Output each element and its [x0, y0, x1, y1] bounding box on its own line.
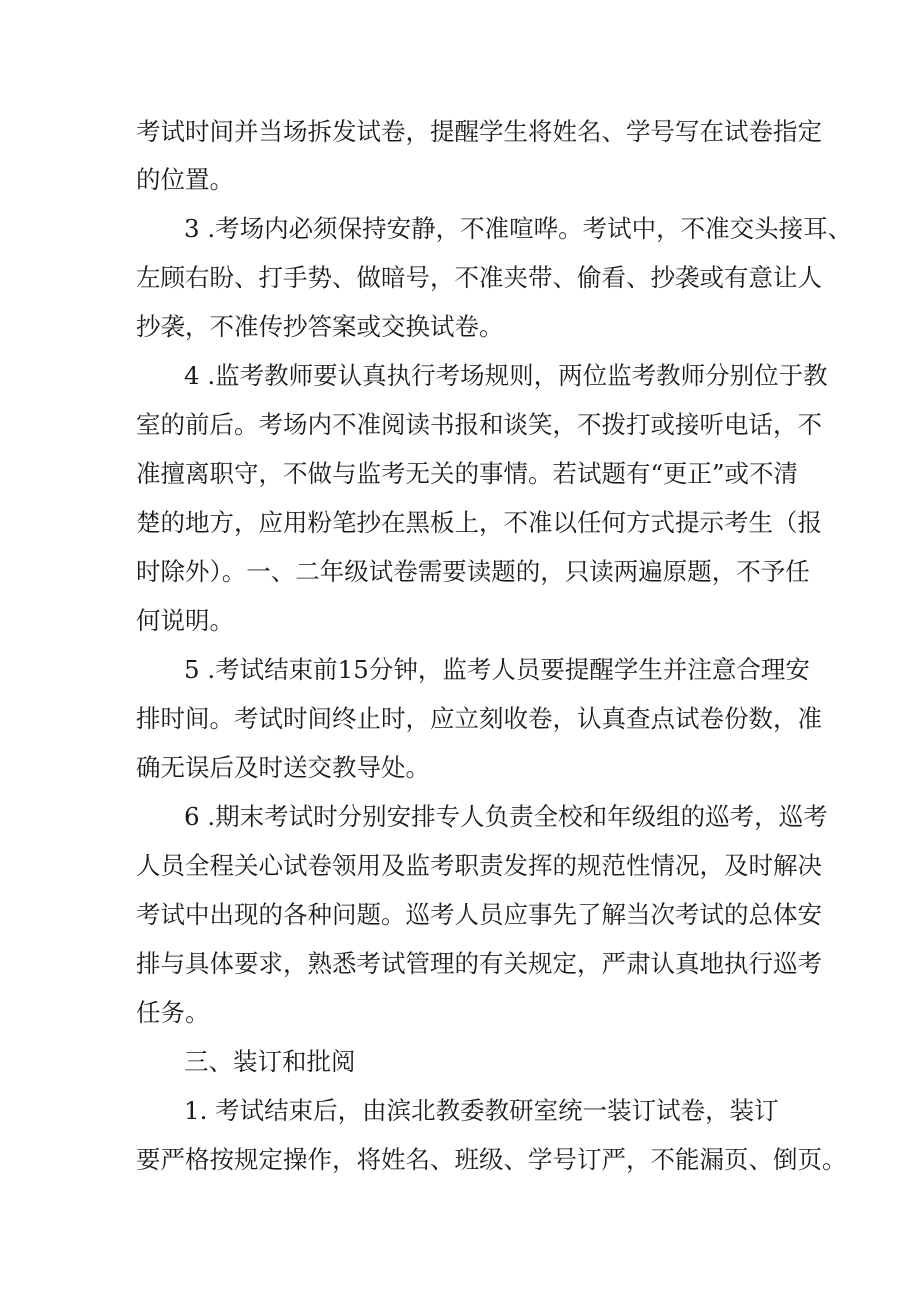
text-line: 确无误后及时送交教导处。: [136, 753, 430, 782]
text-line: 要严格按规定操作，将姓名、班级、学号订严，不能漏页、倒页。: [136, 1145, 847, 1174]
text-line: 抄袭，不准传抄答案或交换试卷。: [136, 312, 504, 341]
text-line: 任务。: [136, 998, 210, 1027]
text-line: 楚的地方，应用粉笔抄在黑板上，不准以任何方式提示考生（报: [136, 508, 822, 537]
paragraph-4-start: 4 .监考教师要认真执行考场规则，两位监考教师分别位于教: [184, 361, 828, 390]
paragraph-6-start: 6 .期末考试时分别安排专人负责全校和年级组的巡考，巡考: [184, 802, 828, 831]
text-line: 考试中出现的各种问题。巡考人员应事先了解当次考试的总体安: [136, 900, 822, 929]
text-line: 时除外）。一、二年级试卷需要读题的，只读两遍原题，不予任: [136, 557, 810, 586]
text-line: 排时间。考试时间终止时，应立刻收卷，认真查点试卷份数，准: [136, 704, 822, 733]
text-line: 考试时间并当场拆发试卷，提醒学生将姓名、学号写在试卷指定: [136, 117, 822, 146]
text-line: 室的前后。考场内不准阅读书报和谈笑，不拨打或接听电话，不: [136, 410, 822, 439]
section-heading: 三、装订和批阅: [184, 1047, 356, 1076]
paragraph-3-start: 3 .考场内必须保持安静，不准喧哗。考试中，不准交头接耳、: [184, 214, 853, 243]
text-line: 何说明。: [136, 606, 234, 635]
text-line: 排与具体要求，熟悉考试管理的有关规定，严肃认真地执行巡考: [136, 949, 822, 978]
text-line: 准擅离职守，不做与监考无关的事情。若试题有“更正”或不清: [136, 459, 799, 488]
text-line: 左顾右盼、打手势、做暗号，不准夹带、偷看、抄袭或有意让人: [136, 263, 822, 292]
text-line: 的位置。: [136, 165, 234, 194]
paragraph-5-start: 5 .考试结束前15分钟，监考人员要提醒学生并注意合理安: [184, 655, 810, 684]
text-line: 人员全程关心试卷领用及监考职责发挥的规范性情况，及时解决: [136, 851, 822, 880]
paragraph-binding-start: 1. 考试结束后，由滨北教委教研室统一装订试卷，装订: [184, 1096, 779, 1125]
